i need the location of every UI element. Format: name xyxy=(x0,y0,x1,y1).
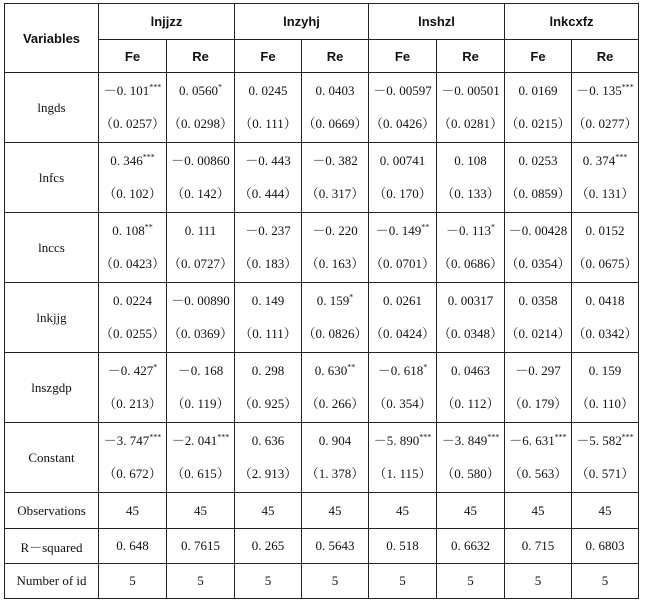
header-row-groups xyxy=(5,4,639,40)
standard-error: （0. 0859） xyxy=(505,186,571,201)
stat-value: 0. 265 xyxy=(235,529,302,564)
standard-error: （0. 0342） xyxy=(572,326,638,341)
coefficient-value xyxy=(505,293,571,309)
coefficient-cell xyxy=(369,283,437,353)
coefficient-cell xyxy=(572,423,639,493)
standard-error: （0. 213） xyxy=(103,396,162,411)
significance-stars: * xyxy=(423,362,428,372)
coefficient-number: －0. 297 xyxy=(515,363,561,378)
standard-error: （0. 444） xyxy=(238,186,298,201)
coefficient-number: －0. 135 xyxy=(576,83,622,98)
coefficient-value xyxy=(99,83,166,99)
coefficient-number: －3. 849 xyxy=(441,433,488,448)
coefficient-number: －0. 427 xyxy=(107,363,154,378)
coefficient-cell xyxy=(302,213,369,283)
coefficient-value xyxy=(572,83,638,99)
coefficient-cell xyxy=(99,73,167,143)
coefficient-cell xyxy=(167,213,235,283)
coefficient-value xyxy=(167,293,234,309)
coefficient-number: －0. 220 xyxy=(312,223,358,238)
model-header: Re xyxy=(302,40,369,73)
coefficient-cell xyxy=(235,353,302,423)
standard-error: （0. 0686） xyxy=(437,256,503,271)
significance-stars: *** xyxy=(621,82,634,92)
coefficient-cell xyxy=(505,73,572,143)
standard-error: （0. 110） xyxy=(575,396,635,411)
standard-error: （0. 0215） xyxy=(505,116,571,131)
coefficient-value xyxy=(235,293,301,309)
stat-value: 45 xyxy=(235,493,302,529)
coefficient-cell xyxy=(505,213,572,283)
coefficient-number: －3. 747 xyxy=(103,433,150,448)
coefficient-cell xyxy=(572,73,639,143)
coefficient-cell xyxy=(505,283,572,353)
standard-error: （0. 0727） xyxy=(167,256,233,271)
coefficient-number: 0. 636 xyxy=(251,433,285,448)
significance-stars: *** xyxy=(149,82,162,92)
standard-error: （0. 0369） xyxy=(167,326,233,341)
coefficient-value xyxy=(167,83,234,99)
stat-value: 5 xyxy=(167,564,235,599)
coefficient-value xyxy=(99,433,166,449)
standard-error: （0. 0669） xyxy=(302,116,368,131)
standard-error: （0. 0826） xyxy=(302,326,368,341)
stat-value: 5 xyxy=(235,564,302,599)
stat-value: 45 xyxy=(167,493,235,529)
coefficient-cell xyxy=(235,73,302,143)
coefficient-cell xyxy=(572,143,639,213)
model-header: Re xyxy=(572,40,639,73)
row-label: Constant xyxy=(5,423,99,493)
coefficient-value xyxy=(369,223,436,239)
stat-label: R－squared xyxy=(5,529,99,564)
coefficient-cell xyxy=(572,213,639,283)
standard-error: （0. 0257） xyxy=(99,116,165,131)
coefficient-number: 0. 346 xyxy=(110,153,143,168)
coefficient-value xyxy=(572,293,638,309)
significance-stars: *** xyxy=(419,432,432,442)
coefficient-number: 0. 0418 xyxy=(585,293,625,308)
coefficient-number: －0. 113 xyxy=(445,223,492,238)
stat-value: 0. 715 xyxy=(505,529,572,564)
significance-stars: * xyxy=(349,292,354,302)
standard-error: （0. 111） xyxy=(239,326,297,341)
coefficient-value xyxy=(572,153,638,169)
table-row xyxy=(5,73,639,143)
coefficient-number: －5. 890 xyxy=(373,433,420,448)
coefficient-cell xyxy=(167,353,235,423)
coefficient-value xyxy=(505,223,571,239)
coefficient-value xyxy=(505,153,571,169)
significance-stars: *** xyxy=(217,432,230,442)
coefficient-value xyxy=(369,83,436,99)
coefficient-value xyxy=(302,433,368,449)
coefficient-value xyxy=(302,293,368,309)
coefficient-number: －0. 00860 xyxy=(171,153,230,168)
coefficient-cell xyxy=(235,143,302,213)
coefficient-value xyxy=(505,83,571,99)
significance-stars: ** xyxy=(347,362,356,372)
stat-value: 45 xyxy=(572,493,639,529)
standard-error: （0. 672） xyxy=(103,466,162,481)
standard-error: （0. 563） xyxy=(508,466,568,481)
coefficient-value xyxy=(167,153,234,169)
coefficient-number: －0. 00890 xyxy=(171,293,230,308)
coefficient-cell xyxy=(437,143,505,213)
stat-value: 45 xyxy=(437,493,505,529)
significance-stars: *** xyxy=(615,152,628,162)
coefficient-value xyxy=(235,83,301,99)
standard-error: （0. 0348） xyxy=(437,326,503,341)
coefficient-number: －0. 149 xyxy=(375,223,422,238)
regression-table xyxy=(4,3,639,599)
standard-error: （0. 0675） xyxy=(572,256,638,271)
coefficient-cell xyxy=(369,423,437,493)
coefficient-value xyxy=(505,433,571,449)
coefficient-value xyxy=(99,153,166,169)
coefficient-cell xyxy=(302,423,369,493)
standard-error: （0. 0426） xyxy=(369,116,435,131)
coefficient-cell xyxy=(99,283,167,353)
coefficient-number: －0. 382 xyxy=(312,153,358,168)
coefficient-value xyxy=(235,433,301,449)
standard-error: （0. 0255） xyxy=(99,326,165,341)
coefficient-number: －6. 631 xyxy=(509,433,555,448)
standard-error: （1. 115） xyxy=(373,466,432,481)
coefficient-value xyxy=(167,223,234,239)
coefficient-number: 0. 0169 xyxy=(518,83,558,98)
standard-error: （0. 0298） xyxy=(167,116,233,131)
coefficient-value xyxy=(437,83,504,99)
coefficient-value xyxy=(437,293,504,309)
model-header: Fe xyxy=(235,40,302,73)
coefficient-cell xyxy=(572,353,639,423)
coefficient-cell xyxy=(572,283,639,353)
coefficient-value xyxy=(235,223,301,239)
coefficient-cell xyxy=(437,353,505,423)
row-label: lnccs xyxy=(5,213,99,283)
coefficient-cell xyxy=(167,423,235,493)
coefficient-cell xyxy=(369,73,437,143)
coefficient-cell xyxy=(369,213,437,283)
stat-value: 0. 648 xyxy=(99,529,167,564)
standard-error: （0. 0354） xyxy=(505,256,571,271)
coefficient-value xyxy=(302,83,368,99)
coefficient-number: 0. 0224 xyxy=(113,293,152,308)
coefficient-cell xyxy=(369,353,437,423)
coefficient-number: 0. 108 xyxy=(112,223,145,238)
coefficient-number: 0. 0403 xyxy=(315,83,355,98)
stat-row xyxy=(5,529,639,564)
coefficient-cell xyxy=(167,143,235,213)
coefficient-number: －0. 00428 xyxy=(508,223,568,238)
standard-error: （0. 0281） xyxy=(437,116,503,131)
coefficient-value xyxy=(369,153,436,169)
coefficient-number: 0. 159 xyxy=(588,363,622,378)
coefficient-number: 0. 0463 xyxy=(451,363,490,378)
stat-label: Number of id xyxy=(5,564,99,599)
row-label: lnkjjg xyxy=(5,283,99,353)
standard-error: （0. 170） xyxy=(373,186,432,201)
group-header-lnzyhj: lnzyhj xyxy=(235,4,369,40)
coefficient-cell xyxy=(302,73,369,143)
row-label: lngds xyxy=(5,73,99,143)
coefficient-value xyxy=(99,223,166,239)
stat-value: 0. 7615 xyxy=(167,529,235,564)
coefficient-number: －0. 101 xyxy=(103,83,150,98)
coefficient-cell xyxy=(99,423,167,493)
row-label: lnfcs xyxy=(5,143,99,213)
coefficient-value xyxy=(302,153,368,169)
coefficient-value xyxy=(302,223,368,239)
coefficient-number: 0. 0245 xyxy=(248,83,288,98)
standard-error: （0. 133） xyxy=(441,186,500,201)
coefficient-cell xyxy=(505,353,572,423)
coefficient-value xyxy=(167,433,234,449)
coefficient-number: 0. 108 xyxy=(454,153,487,168)
coefficient-value xyxy=(437,223,504,239)
standard-error: （0. 179） xyxy=(508,396,568,411)
significance-stars: * xyxy=(218,82,222,92)
coefficient-number: 0. 0261 xyxy=(383,293,422,308)
standard-error: （0. 142） xyxy=(171,186,230,201)
stat-value: 0. 6632 xyxy=(437,529,505,564)
stat-value: 45 xyxy=(99,493,167,529)
significance-stars: * xyxy=(153,362,158,372)
significance-stars: *** xyxy=(487,432,500,442)
table-row xyxy=(5,423,639,493)
coefficient-number: －0. 168 xyxy=(177,363,224,378)
standard-error: （0. 0701） xyxy=(369,256,435,271)
coefficient-value xyxy=(99,363,166,379)
coefficient-number: 0. 159 xyxy=(316,293,350,308)
coefficient-cell xyxy=(437,423,505,493)
coefficient-cell xyxy=(505,143,572,213)
coefficient-value xyxy=(437,363,504,379)
table-row xyxy=(5,283,639,353)
standard-error: （0. 580） xyxy=(441,466,500,481)
statistics-rows xyxy=(5,493,639,599)
coefficient-value xyxy=(369,363,436,379)
coefficient-cell xyxy=(167,73,235,143)
coefficient-cell xyxy=(99,213,167,283)
model-header: Re xyxy=(437,40,505,73)
table-row xyxy=(5,353,639,423)
coefficient-value xyxy=(235,363,301,379)
stat-value: 45 xyxy=(369,493,437,529)
coefficient-cell xyxy=(235,423,302,493)
coefficient-rows xyxy=(5,73,639,493)
coefficient-value xyxy=(572,363,638,379)
stat-row xyxy=(5,564,639,599)
coefficient-value xyxy=(572,433,638,449)
coefficient-cell xyxy=(302,283,369,353)
standard-error: （0. 102） xyxy=(103,186,162,201)
coefficient-cell xyxy=(99,353,167,423)
coefficient-number: －5. 582 xyxy=(576,433,622,448)
coefficient-number: －0. 00597 xyxy=(373,83,432,98)
coefficient-cell xyxy=(235,283,302,353)
coefficient-number: 0. 0253 xyxy=(518,153,558,168)
standard-error: （0. 111） xyxy=(239,116,297,131)
coefficient-value xyxy=(437,433,504,449)
header-row-models xyxy=(5,40,639,73)
coefficient-number: 0. 00741 xyxy=(379,153,426,168)
coefficient-cell xyxy=(302,353,369,423)
significance-stars: *** xyxy=(554,432,567,442)
stat-label: Observations xyxy=(5,493,99,529)
stat-value: 5 xyxy=(437,564,505,599)
table-row xyxy=(5,143,639,213)
significance-stars: *** xyxy=(142,152,155,162)
coefficient-number: 0. 298 xyxy=(251,363,285,378)
model-header: Fe xyxy=(505,40,572,73)
coefficient-cell xyxy=(437,213,505,283)
standard-error: （2. 913） xyxy=(238,466,298,481)
model-header: Fe xyxy=(369,40,437,73)
stat-value: 5 xyxy=(369,564,437,599)
stat-value: 5 xyxy=(572,564,639,599)
coefficient-number: －0. 618 xyxy=(377,363,424,378)
stat-row xyxy=(5,493,639,529)
standard-error: （0. 925） xyxy=(238,396,298,411)
coefficient-number: 0. 0152 xyxy=(585,223,625,238)
significance-stars: *** xyxy=(149,432,162,442)
coefficient-cell xyxy=(369,143,437,213)
stat-value: 5 xyxy=(99,564,167,599)
coefficient-value xyxy=(437,153,504,169)
standard-error: （0. 131） xyxy=(575,186,635,201)
coefficient-cell xyxy=(99,143,167,213)
group-header-lnshzl: lnshzl xyxy=(369,4,505,40)
stat-value: 0. 5643 xyxy=(302,529,369,564)
standard-error: （0. 0424） xyxy=(369,326,435,341)
standard-error: （0. 0277） xyxy=(572,116,638,131)
coefficient-number: －0. 237 xyxy=(245,223,291,238)
coefficient-number: 0. 374 xyxy=(582,153,616,168)
coefficient-value xyxy=(235,153,301,169)
standard-error: （0. 183） xyxy=(238,256,298,271)
significance-stars: *** xyxy=(621,432,634,442)
coefficient-cell xyxy=(302,143,369,213)
stat-value: 0. 6803 xyxy=(572,529,639,564)
coefficient-cell xyxy=(235,213,302,283)
table-row xyxy=(5,213,639,283)
coefficient-value xyxy=(369,433,436,449)
model-header: Fe xyxy=(99,40,167,73)
coefficient-number: 0. 00317 xyxy=(447,293,494,308)
significance-stars: ** xyxy=(144,222,153,232)
standard-error: （0. 266） xyxy=(305,396,365,411)
coefficient-cell xyxy=(505,423,572,493)
coefficient-cell xyxy=(437,73,505,143)
coefficient-number: 0. 111 xyxy=(184,223,217,238)
stat-value: 0. 518 xyxy=(369,529,437,564)
coefficient-value xyxy=(99,293,166,309)
coefficient-value xyxy=(167,363,234,379)
model-header: Re xyxy=(167,40,235,73)
standard-error: （0. 163） xyxy=(305,256,365,271)
coefficient-value xyxy=(302,363,368,379)
coefficient-number: 0. 630 xyxy=(314,363,348,378)
stat-value: 45 xyxy=(505,493,572,529)
significance-stars: ** xyxy=(421,222,430,232)
standard-error: （0. 317） xyxy=(305,186,365,201)
standard-error: （0. 0214） xyxy=(505,326,571,341)
coefficient-value xyxy=(369,293,436,309)
significance-stars: * xyxy=(491,222,496,232)
standard-error: （0. 571） xyxy=(575,466,635,481)
coefficient-cell xyxy=(437,283,505,353)
standard-error: （1. 378） xyxy=(305,466,365,481)
row-label: lnszgdp xyxy=(5,353,99,423)
stat-value: 5 xyxy=(302,564,369,599)
variables-header: Variables xyxy=(5,4,99,73)
group-header-lnjjzz: lnjjzz xyxy=(99,4,235,40)
coefficient-number: 0. 149 xyxy=(251,293,285,308)
stat-value: 5 xyxy=(505,564,572,599)
coefficient-number: 0. 904 xyxy=(318,433,352,448)
coefficient-number: －0. 443 xyxy=(245,153,291,168)
coefficient-value xyxy=(505,363,571,379)
coefficient-number: 0. 0560 xyxy=(179,83,218,98)
standard-error: （0. 112） xyxy=(441,396,500,411)
regression-table-container xyxy=(4,3,639,599)
standard-error: （0. 615） xyxy=(171,466,230,481)
coefficient-value xyxy=(572,223,638,239)
standard-error: （0. 0423） xyxy=(99,256,165,271)
standard-error: （0. 119） xyxy=(171,396,230,411)
group-header-lnkcxfz: lnkcxfz xyxy=(505,4,639,40)
coefficient-number: 0. 0358 xyxy=(518,293,558,308)
coefficient-cell xyxy=(167,283,235,353)
stat-value: 45 xyxy=(302,493,369,529)
coefficient-number: －2. 041 xyxy=(171,433,218,448)
coefficient-number: －0. 00501 xyxy=(441,83,500,98)
standard-error: （0. 354） xyxy=(373,396,432,411)
